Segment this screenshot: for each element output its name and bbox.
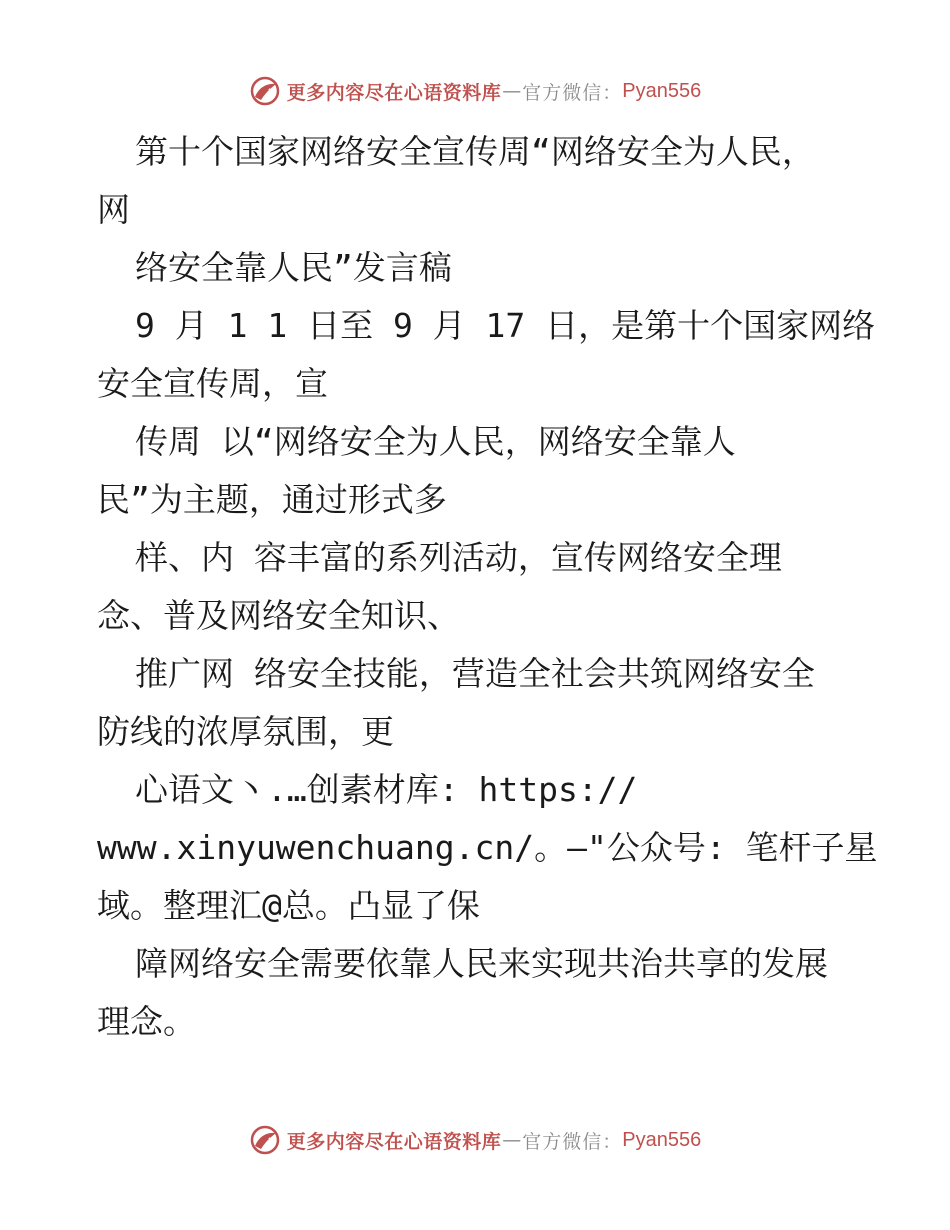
document-line: 推广网 络安全技能，营造全社会共筑网络安全 <box>135 654 815 693</box>
document-line: 9 月 1 1 日至 9 月 17 日，是第十个国家网络 <box>135 306 876 345</box>
document-line: 域。整理汇@总。凸显了保 <box>97 886 480 925</box>
document-line: 传周 以“网络安全为人民，网络安全靠人 <box>135 422 736 461</box>
document-line: www.xinyuwenchuang.cn/。—"公众号: 笔杆子星 <box>97 828 878 867</box>
document-line: 网 <box>97 190 130 229</box>
document-line: 民”为主题，通过形式多 <box>97 480 447 519</box>
banner-wechat-id: Pyan556 <box>622 1128 702 1151</box>
document-line: 理念。 <box>97 1002 196 1041</box>
header-banner <box>0 71 950 111</box>
banner-promo-text: 更多内容尽在心语资料库 <box>286 81 502 104</box>
banner-promo-text: 更多内容尽在心语资料库 <box>286 1130 502 1153</box>
document-line: 心语文丶.…创素材库: https:// <box>135 770 638 809</box>
document-line: 念、普及网络安全知识、 <box>97 596 460 635</box>
document-line: 络安全靠人民”发言稿 <box>135 248 452 287</box>
brand-logo-icon <box>249 75 281 107</box>
brand-logo-icon <box>249 1124 281 1156</box>
document-line: 样、内 容丰富的系列活动，宣传网络安全理 <box>135 538 782 577</box>
banner-wechat-id: Pyan556 <box>622 79 702 102</box>
document-line: 防线的浓厚氛围，更 <box>97 712 394 751</box>
document-line: 障网络安全需要依靠人民来实现共治共享的发展 <box>135 944 828 983</box>
banner-official-label: 官方微信： <box>522 81 623 104</box>
banner-dash: — <box>502 80 522 102</box>
footer-banner <box>0 1120 950 1160</box>
banner-official-label: 官方微信： <box>522 1130 623 1153</box>
document-body <box>97 123 878 1051</box>
document-line: 第十个国家网络安全宣传周“网络安全为人民， <box>135 132 815 171</box>
document-line: 安全宣传周，宣 <box>97 364 328 403</box>
banner-dash: — <box>502 1129 522 1151</box>
